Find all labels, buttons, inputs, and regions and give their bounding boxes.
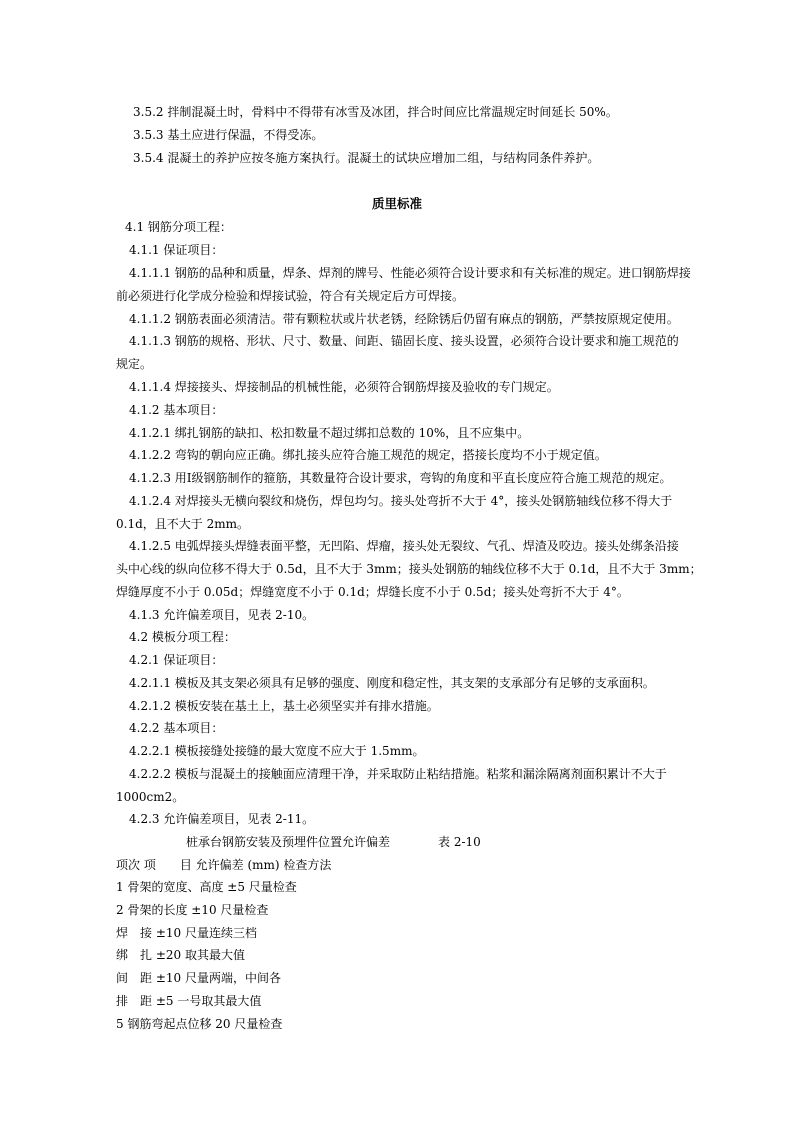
item-line: 4.1.2.5 电弧焊接头焊缝表面平整，无凹陷、焊瘤，接头处无裂纹、气孔、焊渣及咬边。接头处绑条沿接: [129, 539, 679, 553]
item-line: 头中心线的纵向位移不得大于 0.5d，且不大于 3mm；接头处钢筋的轴线位移不大于 0.1d，且不大于 3mm；: [116, 562, 702, 576]
item-line: 焊缝厚度不小于 0.05d；焊缝宽度不小于 0.1d；焊缝长度不小于 0.5d；接头处弯折不大于 4°。: [116, 585, 629, 599]
item-line: 4.2 模板分项工程：: [129, 630, 236, 644]
table-caption-title: 桩承台钢筋安装及预埋件位置允许偏差: [186, 835, 391, 849]
table-caption: [186, 834, 481, 850]
item-line: 4.1.2.4 对焊接头无横向裂纹和烧伤，焊包均匀。接头处弯折不大于 4°，接头处钢筋轴线位移不得大于: [129, 494, 673, 508]
table-row: 焊 接 ±10 尺量连续三档: [116, 926, 257, 940]
table-caption-number: 表 2-10: [438, 835, 481, 849]
item-line: 4.2.3 允许偏差项目，见表 2-11。: [129, 812, 315, 826]
item-line: 规定。: [116, 357, 153, 371]
item-line: 1000cm2。: [116, 790, 185, 804]
item-line: 4.2.1.2 模板安装在基土上，基土必须坚实并有排水措施。: [129, 699, 439, 713]
item-line: 4.1.3 允许偏差项目，见表 2-10。: [129, 608, 315, 622]
table-row: 2 骨架的长度 ±10 尺量检查: [116, 903, 269, 917]
table-row: 5 钢筋弯起点位移 20 尺量检查: [116, 1017, 283, 1031]
item-line: 4.2.1.1 模板及其支架必须具有足够的强度、刚度和稳定性，其支架的支承部分有足够的支承面积。: [129, 676, 655, 690]
item-line: 4.2.2.1 模板接缝处接缝的最大宽度不应大于 1.5mm。: [129, 744, 425, 758]
item-line: 4.1.2.3 用Ⅰ级钢筋制作的箍筋，其数量符合设计要求，弯钩的角度和平直长度应符合施工规范的规定。: [129, 471, 672, 485]
item-line: 4.1.2.2 弯钩的朝向应正确。绑扎接头应符合施工规范的规定，搭接长度均不小于规定值。: [129, 448, 607, 462]
paragraph-3-5-3: 3.5.3 基土应进行保温，不得受冻。: [133, 128, 324, 142]
paragraph-3-5-2: 3.5.2 拌制混凝土时，骨料中不得带有冰雪及冰团，拌合时间应比常温规定时间延长 50%。: [133, 105, 618, 119]
item-line: 4.1.1.2 钢筋表面必须清洁。带有颗粒状或片状老锈，经除锈后仍留有麻点的钢筋，严禁按原规定使用。: [129, 312, 679, 326]
item-line: 4.1 钢筋分项工程：: [125, 220, 232, 234]
table-row: 绑 扎 ±20 取其最大值: [116, 948, 245, 962]
item-line: 4.1.2 基本项目：: [129, 403, 224, 417]
table-row: 间 距 ±10 尺量两端，中间各: [116, 971, 281, 985]
table-row: 1 骨架的宽度、高度 ±5 尺量检查: [116, 880, 297, 894]
item-line: 0.1d，且不大于 2mm。: [116, 517, 249, 531]
item-line: 4.1.1 保证项目：: [129, 243, 224, 257]
item-line: 4.2.2 基本项目：: [129, 721, 224, 735]
section-title: 质里标准: [372, 196, 423, 211]
item-line: 4.2.1 保证项目：: [129, 653, 224, 667]
item-line: 4.1.1.1 钢筋的品种和质量，焊条、焊剂的牌号、性能必须符合设计要求和有关标准的规定。进口钢筋焊接: [129, 266, 691, 280]
table-row: 项次 项 目 允许偏差 (mm) 检查方法: [116, 858, 332, 872]
item-line: 4.2.2.2 模板与混凝土的接触面应清理干净，并采取防止粘结措施。粘浆和漏涂隔离剂面积累计不大于: [129, 767, 667, 781]
item-line: 4.1.2.1 绑扎钢筋的缺扣、松扣数量不超过绑扣总数的 10%，且不应集中。: [129, 426, 530, 440]
item-line: 4.1.1.3 钢筋的规格、形状、尺寸、数量、间距、锚固长度、接头设置，必须符合设计要求和施工规范的: [129, 334, 679, 348]
item-line: 4.1.1.4 焊接接头、焊接制品的机械性能，必须符合钢筋焊接及验收的专门规定。: [129, 380, 559, 394]
table-row: 排 距 ±5 一号取其最大值: [116, 994, 262, 1008]
paragraph-3-5-4: 3.5.4 混凝土的养护应按冬施方案执行。混凝土的试块应增加二组，与结构同条件养护。: [133, 151, 600, 165]
item-line: 前必须进行化学成分检验和焊接试验，符合有关规定后方可焊接。: [116, 289, 465, 303]
